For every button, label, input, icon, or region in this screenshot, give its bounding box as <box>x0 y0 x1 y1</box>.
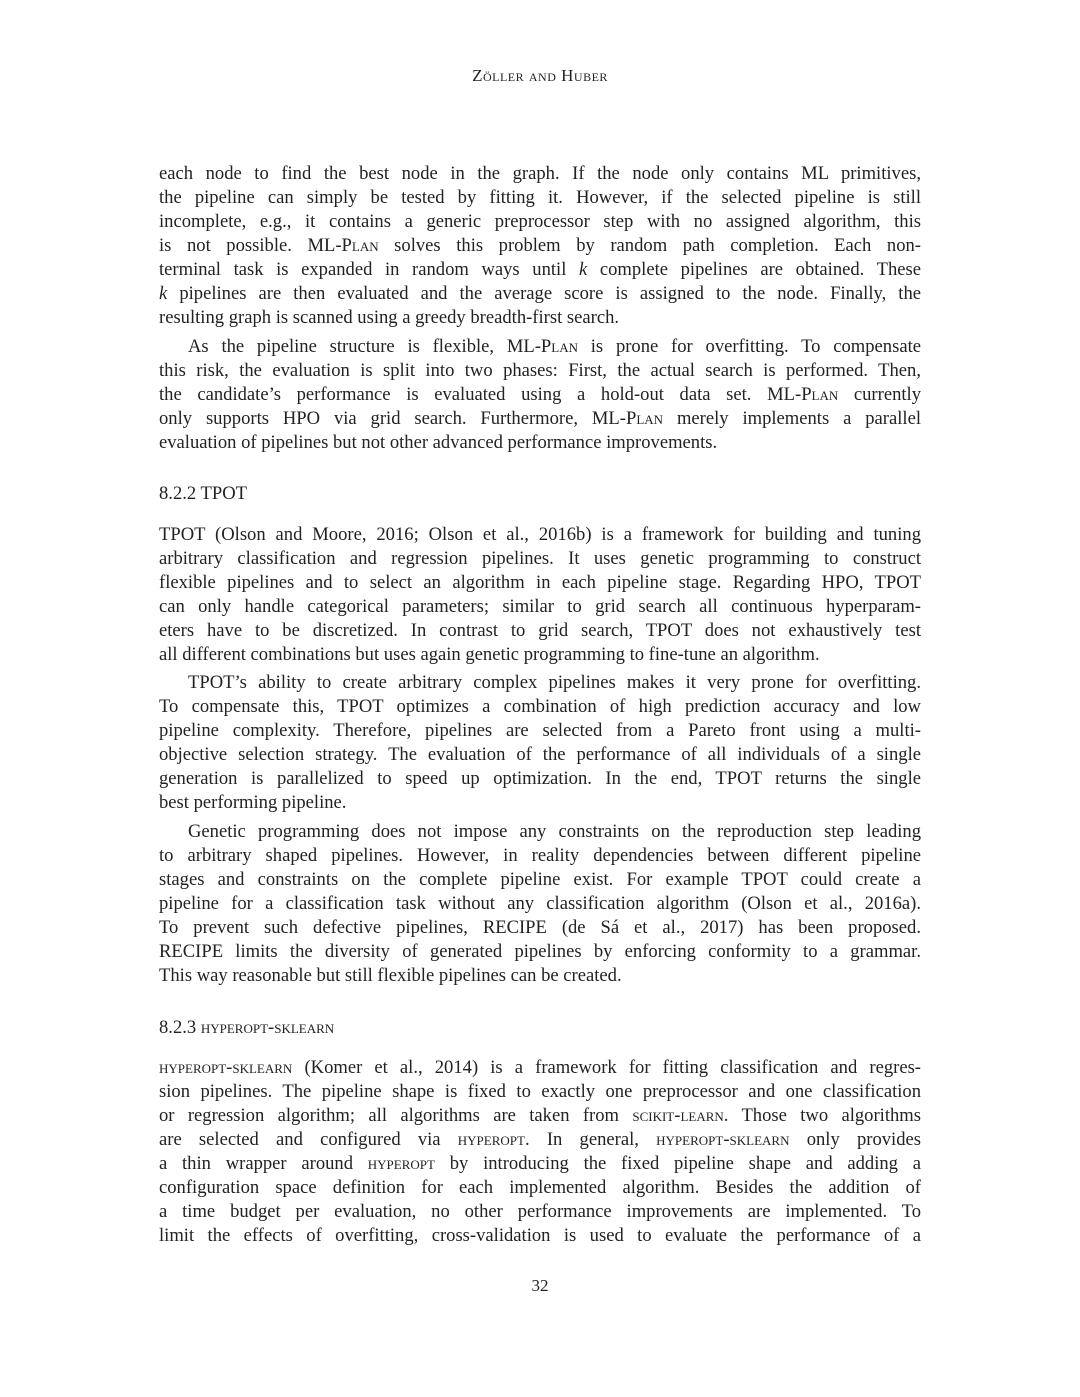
text-segment: Plan <box>341 235 379 256</box>
text-segment: k <box>159 283 168 304</box>
text-segment: hyperopt-sklearn <box>159 1057 293 1078</box>
text-segment: To prevent such defective pipelines, RECIPE (de Sá et al., 2017) has been proposed. <box>159 917 921 938</box>
text-segment: the candidate’s performance is evaluated using a hold-out data set. ML- <box>159 384 802 405</box>
text-segment: a thin wrapper around <box>159 1153 368 1174</box>
text-line <box>159 234 921 258</box>
text-segment: 8.2.3 <box>159 1017 201 1038</box>
text-line <box>159 383 921 407</box>
text-line <box>159 1224 921 1248</box>
text-line <box>159 547 921 571</box>
text-line <box>159 940 921 964</box>
text-segment: To compensate this, TPOT optimizes a combination of high prediction accuracy and low <box>159 696 921 717</box>
text-line <box>159 671 921 695</box>
text-line <box>159 916 921 940</box>
text-line <box>159 743 921 767</box>
text-segment: currently <box>838 384 921 405</box>
text-segment: arbitrary classification and regression pipelines. It uses genetic programming to construct <box>159 548 921 569</box>
text-segment: pipeline for a classification task without any classification algorithm (Olson et al., 2016a). <box>159 893 921 914</box>
text-segment: Plan <box>540 336 578 357</box>
text-line <box>159 695 921 719</box>
text-segment: Plan <box>801 384 839 405</box>
text-line <box>159 431 921 455</box>
text-segment: pipeline complexity. Therefore, pipelines are selected from a Pareto front using a multi- <box>159 720 921 741</box>
text-line <box>159 258 921 282</box>
text-segment: hyperopt-sklearn <box>200 1017 335 1038</box>
text-line <box>159 335 921 359</box>
text-segment: TPOT (Olson and Moore, 2016; Olson et al., 2016b) is a framework for building and tuning <box>159 524 921 545</box>
text-segment: RECIPE limits the diversity of generated pipelines by enforcing conformity to a grammar. <box>159 941 921 962</box>
text-line <box>159 892 921 916</box>
text-line <box>159 1176 921 1200</box>
text-line <box>159 619 921 643</box>
text-segment: sion pipelines. The pipeline shape is fixed to exactly one preprocessor and one classification <box>159 1081 921 1102</box>
text-line <box>159 162 921 186</box>
text-segment: hyperopt <box>367 1153 435 1174</box>
text-segment: by introducing the fixed pipeline shape and adding a <box>434 1153 921 1174</box>
text-segment: hyperopt <box>457 1129 525 1150</box>
text-line <box>159 1080 921 1104</box>
text-line <box>159 643 921 667</box>
text-line <box>159 306 921 330</box>
text-segment: limit the effects of overfitting, cross-validation is used to evaluate the performance of a <box>159 1225 921 1246</box>
text-segment: . Those two algorithms <box>723 1105 921 1126</box>
running-header: Zöller and Huber <box>472 66 608 85</box>
text-segment: eters have to be discretized. In contrast to grid search, TPOT does not exhaustively test <box>159 620 921 641</box>
paragraph <box>159 820 921 988</box>
text-line <box>159 407 921 431</box>
text-line <box>159 820 921 844</box>
section-heading <box>159 1016 334 1040</box>
text-segment: only supports HPO via grid search. Furthermore, ML- <box>159 408 626 429</box>
text-segment: Plan <box>625 408 664 429</box>
paragraph <box>159 335 921 455</box>
paragraph <box>159 671 921 815</box>
text-line <box>159 186 921 210</box>
text-line <box>159 282 921 306</box>
text-segment: a time budget per evaluation, no other performance improvements are implemented. To <box>159 1201 921 1222</box>
text-segment: . In general, <box>524 1129 657 1150</box>
text-line <box>159 964 921 988</box>
text-line <box>159 210 921 234</box>
page-number: 32 <box>531 1276 549 1295</box>
text-segment: merely implements a parallel <box>663 408 921 429</box>
text-segment: solves this problem by random path completion. Each non- <box>378 235 921 256</box>
paragraph <box>159 523 921 667</box>
text-segment: flexible pipelines and to select an algorithm in each pipeline stage. Regarding HPO, TPOT <box>159 572 921 593</box>
text-segment: This way reasonable but still flexible pipelines can be created. <box>159 965 622 986</box>
text-segment: TPOT’s ability to create arbitrary complex pipelines makes it very prone for overfitting. <box>188 672 921 693</box>
text-segment: Genetic programming does not impose any constraints on the reproduction step leading <box>188 821 921 842</box>
text-segment: incomplete, e.g., it contains a generic preprocessor step with no assigned algorithm, this <box>159 211 921 232</box>
text-segment: pipelines are then evaluated and the average score is assigned to the node. Finally, the <box>167 283 921 304</box>
text-segment: scikit-learn <box>632 1105 724 1126</box>
text-segment: terminal task is expanded in random ways until <box>159 259 579 280</box>
text-line <box>159 791 921 815</box>
text-line <box>159 767 921 791</box>
text-line <box>159 1104 921 1128</box>
text-line <box>159 844 921 868</box>
text-segment: configuration space definition for each implemented algorithm. Besides the addition of <box>159 1177 921 1198</box>
text-segment: evaluation of pipelines but not other advanced performance improvements. <box>159 432 718 453</box>
text-segment: is prone for overfitting. To compensate <box>577 336 921 357</box>
text-segment: objective selection strategy. The evaluation of the performance of all individuals of a single <box>159 744 921 765</box>
text-line <box>159 1016 334 1040</box>
text-line <box>159 1056 921 1080</box>
text-segment: 8.2.2 TPOT <box>159 483 247 504</box>
paragraph <box>159 1056 921 1248</box>
text-segment: As the pipeline structure is flexible, ML- <box>188 336 541 357</box>
text-segment: the pipeline can simply be tested by fitting it. However, if the selected pipeline is still <box>159 187 921 208</box>
text-segment: each node to find the best node in the graph. If the node only contains ML primitives, <box>159 163 921 184</box>
text-segment: best performing pipeline. <box>159 792 347 813</box>
text-line <box>159 523 921 547</box>
text-segment: k <box>578 259 588 280</box>
text-segment: all different combinations but uses again genetic programming to fine-tune an algorithm. <box>159 644 820 665</box>
text-segment: this risk, the evaluation is split into two phases: First, the actual search is performed. Then, <box>159 360 921 381</box>
text-segment: only provides <box>789 1129 922 1150</box>
text-line <box>159 1152 921 1176</box>
text-line <box>159 1200 921 1224</box>
text-line <box>159 571 921 595</box>
text-segment: hyperopt-sklearn <box>656 1129 790 1150</box>
text-line <box>159 868 921 892</box>
text-segment: complete pipelines are obtained. These <box>587 259 921 280</box>
section-heading <box>159 482 247 506</box>
paragraph <box>159 162 921 330</box>
text-line <box>159 719 921 743</box>
text-line <box>159 482 247 506</box>
text-line <box>159 359 921 383</box>
text-segment: to arbitrary shaped pipelines. However, in reality dependencies between different pipeline <box>159 845 921 866</box>
text-segment: (Komer et al., 2014) is a framework for fitting classification and regres- <box>292 1057 921 1078</box>
text-segment: resulting graph is scanned using a greedy breadth-first search. <box>159 307 620 328</box>
text-segment: generation is parallelized to speed up optimization. In the end, TPOT returns the single <box>159 768 921 789</box>
text-line <box>159 1128 921 1152</box>
text-segment: are selected and configured via <box>159 1129 458 1150</box>
text-line <box>159 595 921 619</box>
text-segment: stages and constraints on the complete pipeline exist. For example TPOT could create a <box>159 869 921 890</box>
text-segment: is not possible. ML- <box>159 235 342 256</box>
text-segment: or regression algorithm; all algorithms are taken from <box>159 1105 633 1126</box>
text-segment: can only handle categorical parameters; similar to grid search all continuous hyperparam- <box>159 596 921 617</box>
